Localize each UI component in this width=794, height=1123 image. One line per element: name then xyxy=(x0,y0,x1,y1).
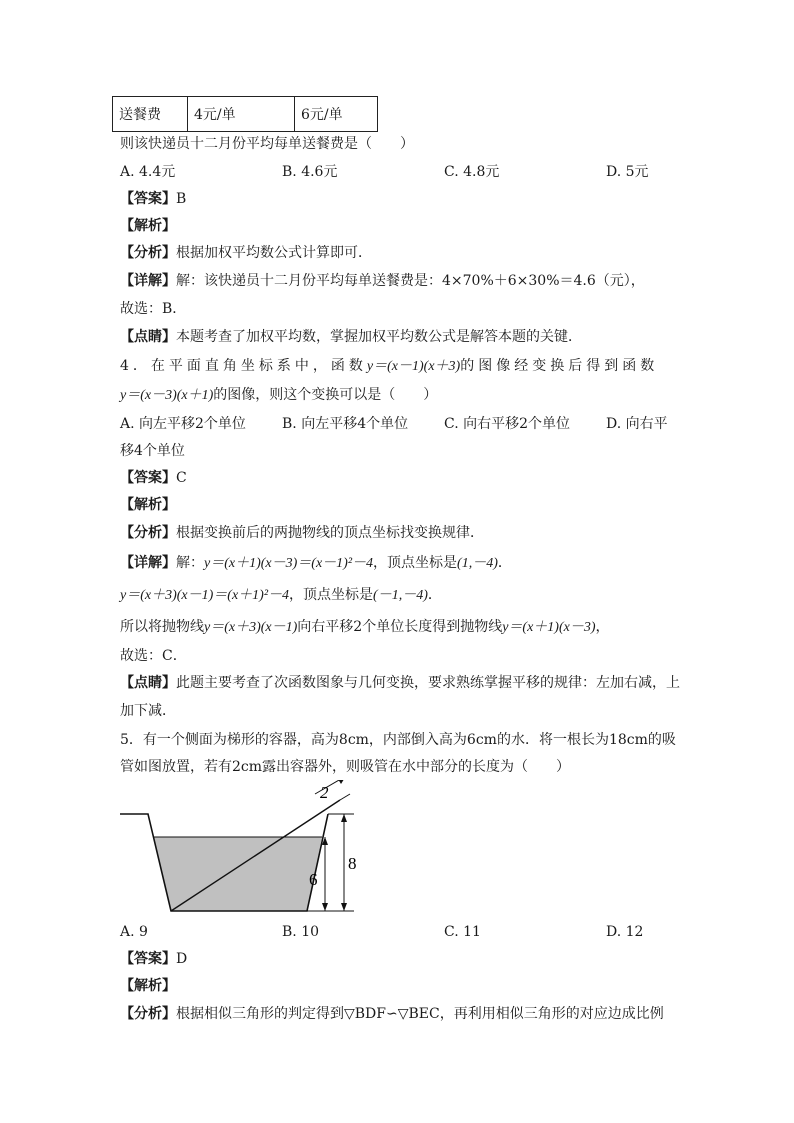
q4-option-c: C. 向右平移2个单位 xyxy=(444,416,571,432)
arrow-head xyxy=(341,903,347,911)
q5-stem-line2: 管如图放置，若有2cm露出容器外，则吸管在水中部分的长度为（ ） xyxy=(120,759,571,775)
q3-guxuan: 故选：B． xyxy=(120,301,187,317)
container-straw-figure xyxy=(110,780,370,920)
q4-option-d-cont: 移4个单位 xyxy=(120,443,185,459)
q3-stem: 则该快递员十二月份平均每单送餐费是（ ） xyxy=(120,136,414,152)
table-row xyxy=(113,97,378,132)
q3-fenxi: 【分析】根据加权平均数公式计算即可． xyxy=(120,245,372,261)
q4-stem-line2: y＝(x－3)(x＋1)的图像，则这个变换可以是（ ） xyxy=(120,387,438,403)
arrow-head xyxy=(338,780,346,784)
dim-tick xyxy=(340,794,350,800)
label-8: 8 xyxy=(348,854,357,873)
q3-jiexi: 【解析】 xyxy=(120,218,176,234)
q3-dianjing: 【点睛】本题考查了加权平均数，掌握加权平均数公式是解答本题的关键． xyxy=(120,329,582,345)
label-6: 6 xyxy=(309,870,318,889)
q5-fenxi: 【分析】根据相似三角形的判定得到▽BDF∽▽BEC，再利用相似三角形的对应边成比例 xyxy=(120,1006,664,1022)
q3-option-d: D. 5元 xyxy=(606,164,649,180)
q4-eq2: y＝(x＋3)(x－1)＝(x＋1)²－4，顶点坐标是(－1,－4)． xyxy=(120,587,442,603)
q5-answer: 【答案】D xyxy=(120,951,188,967)
label-2: 2 xyxy=(320,783,329,802)
q5-option-a: A. 9 xyxy=(120,924,148,940)
q4-option-b: B. 向左平移4个单位 xyxy=(282,416,409,432)
q4-jiexi: 【解析】 xyxy=(120,497,176,513)
q3-answer: 【答案】B xyxy=(120,191,187,207)
table-cell-6: 6元/单 xyxy=(295,97,378,132)
arrow-head xyxy=(341,814,347,822)
q3-xiangjie: 【详解】解：该快递员十二月份平均每单送餐费是：4×70%＋6×30%＝4.6（元）， xyxy=(120,273,645,289)
q3-option-c: C. 4.8元 xyxy=(444,164,500,180)
q3-option-b: B. 4.6元 xyxy=(282,164,338,180)
q3-option-a: A. 4.4元 xyxy=(120,164,176,180)
q4-shift: 所以将抛物线y＝(x＋3)(x－1)向右平移2个单位长度得到抛物线y＝(x＋1)(x－3)， xyxy=(120,619,610,635)
q5-option-d: D. 12 xyxy=(606,924,644,940)
q4-answer: 【答案】C xyxy=(120,470,187,486)
q5-option-b: B. 10 xyxy=(282,924,320,940)
q4-dianjing-line2: 加下减． xyxy=(120,703,176,719)
table-cell-label: 送餐费 xyxy=(113,97,188,132)
q5-stem-line1: 5．有一个侧面为梯形的容器，高为8cm，内部倒入高为6cm的水．将一根长为18cm的吸 xyxy=(120,732,676,748)
q4-guxuan: 故选：C． xyxy=(120,648,187,664)
water-region xyxy=(153,837,322,911)
q5-jiexi: 【解析】 xyxy=(120,978,176,994)
q4-fenxi: 【分析】根据变换前后的两抛物线的顶点坐标找变换规律． xyxy=(120,525,484,541)
q4-stem-line1: 4．在平面直角坐标系中，函数y＝(x－1)(x＋3)的图像经变换后得到函数 xyxy=(120,358,659,374)
fee-table xyxy=(112,96,378,132)
q4-xiangjie: 【详解】解：y＝(x＋1)(x－3)＝(x－1)²－4，顶点坐标是(1,－4)． xyxy=(120,555,512,571)
q5-option-c: C. 11 xyxy=(444,924,481,940)
q4-dianjing-line1: 【点睛】此题主要考查了次函数图象与几何变换，要求熟练掌握平移的规律：左加右减，上 xyxy=(120,675,680,691)
arrow-head xyxy=(322,903,328,911)
table-cell-4: 4元/单 xyxy=(188,97,295,132)
q4-option-a: A. 向左平移2个单位 xyxy=(120,416,246,432)
q4-option-d: D. 向右平 xyxy=(606,416,668,432)
